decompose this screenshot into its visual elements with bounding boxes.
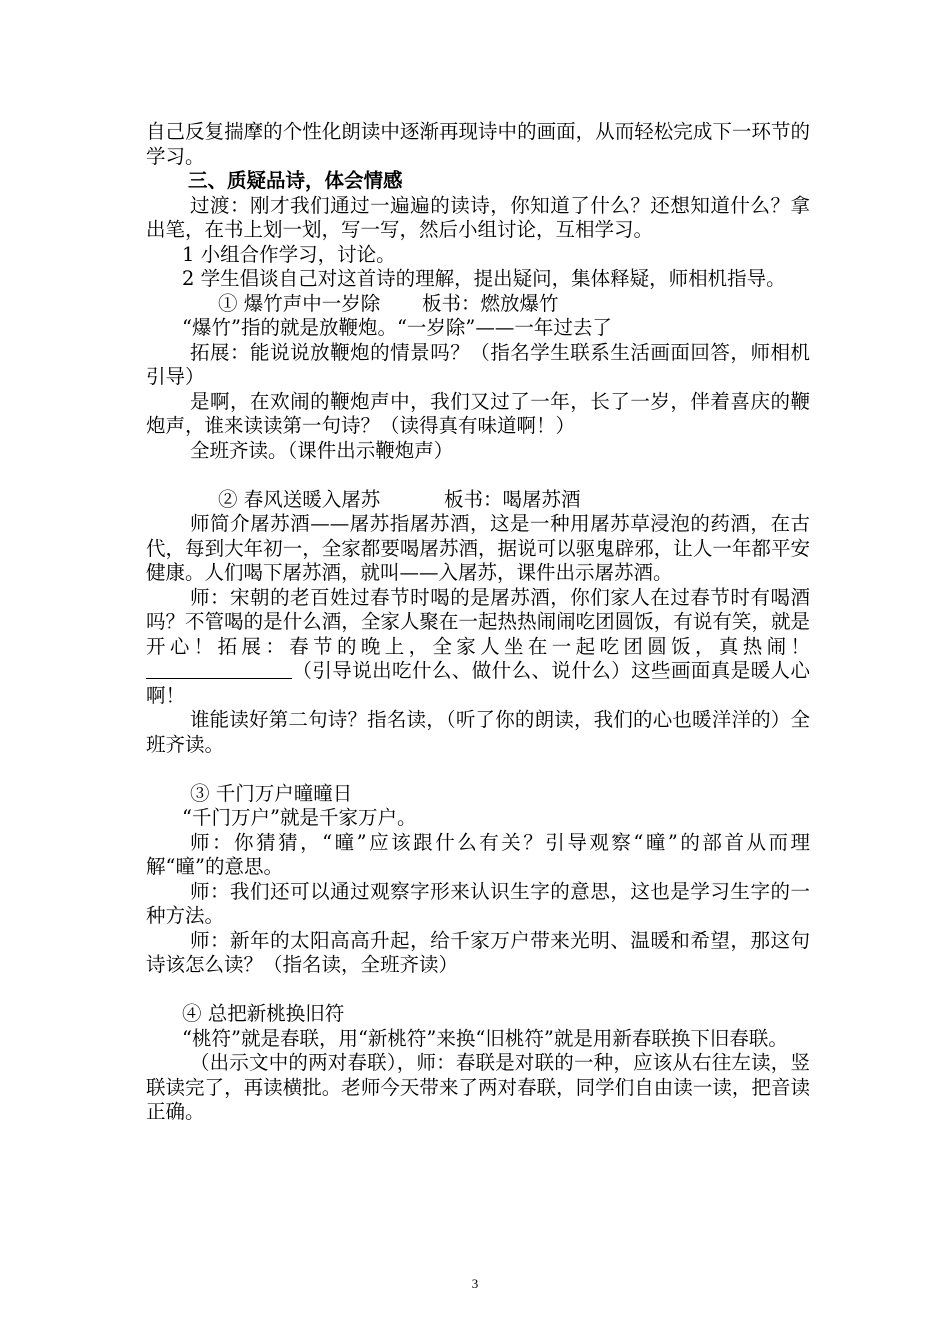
spacer xyxy=(146,463,810,488)
line4-explain: “桃符”就是春联，用“新桃符”来换“旧桃符”就是用新春联换下旧春联。 xyxy=(182,1026,788,1050)
spacer xyxy=(146,757,810,782)
step-2: 2 学生倡谈自己对这首诗的理解，提出疑问，集体释疑，师相机指导。 xyxy=(182,267,786,290)
transition-paragraph: 过渡：刚才我们通过一遍遍的读诗，你知道了什么？还想知道什么？拿出笔，在书上划一划，写一写，然后小组讨论，互相学习。 xyxy=(146,193,810,241)
poem-line-2-title: ② 春风送暖入屠苏 xyxy=(218,487,381,511)
line1-extend: 拓展：能说说放鞭炮的情景吗？（指名学生联系生活画面回答，师相机引导） xyxy=(146,340,810,388)
step-1: 1 小组合作学习，讨论。 xyxy=(182,242,396,266)
line1-explain: “爆竹”指的就是放鞭炮。“一岁除”——一年过去了 xyxy=(182,316,612,339)
line3-explain: “千门万户”就是千家万户。 xyxy=(182,806,417,829)
line1-read: 全班齐读。（课件出示鞭炮声） xyxy=(190,438,454,462)
intro-paragraph: 自己反复揣摩的个性化朗读中逐渐再现诗中的画面，从而轻松完成下一环节的学习。 xyxy=(146,120,810,168)
line3-q1: 师：你猜猜，“曈”应该跟什么有关？引导观察“曈”的部首从而理解“曈”的意思。 xyxy=(146,830,810,878)
line1-summary: 是啊，在欢闹的鞭炮声中，我们又过了一年，长了一岁，伴着喜庆的鞭炮声，谁来读读第一句诗？（读得真有味道啊！） xyxy=(146,389,810,437)
fill-blank xyxy=(146,660,292,679)
document-body xyxy=(146,120,810,1125)
poem-line-2 xyxy=(146,488,810,513)
line3-q2: 师：我们还可以通过观察字形来认识生字的意思，这也是学习生字的一种方法。 xyxy=(146,879,810,927)
board-note-2: 板书：喝屠苏酒 xyxy=(444,487,581,511)
line2-teacher: 师：宋朝的老百姓过春节时喝的是屠苏酒，你们家人在过春节时有喝酒吗？不管喝的是什么酒，全家人聚在一起热热闹闹吃团圆饭，有说有笑，就是开心！拓展：春节的晚上，全家人坐在一起吃团圆饭，真热闹！（引导说出吃什么、做什么、说什么）这些画面真是暖人心啊！ xyxy=(146,585,810,707)
section-heading: 三、质疑品诗，体会情感 xyxy=(188,169,403,192)
board-note-1: 板书：燃放爆竹 xyxy=(422,291,559,315)
line2-intro: 师简介屠苏酒——屠苏指屠苏酒，这是一种用屠苏草浸泡的药酒，在古代，每到大年初一，全家都要喝屠苏酒，据说可以驱鬼辟邪，让人一年都平安健康。人们喝下屠苏酒，就叫——入屠苏，课件出示屠苏酒。 xyxy=(146,512,810,584)
line2-read: 谁能读好第二句诗？指名读，（听了你的朗读，我们的心也暖洋洋的）全班齐读。 xyxy=(146,708,810,756)
line3-q3: 师：新年的太阳高高升起，给千家万户带来光明、温暖和希望，那这句诗该怎么读？（指名读，全班齐读） xyxy=(146,928,810,976)
page-number: 3 xyxy=(471,1276,479,1291)
poem-line-3-title: ③ 千门万户曈曈日 xyxy=(190,781,353,805)
poem-line-1-title: ① 爆竹声中一岁除 xyxy=(218,291,381,315)
spacer xyxy=(146,978,810,1003)
poem-line-1 xyxy=(146,292,810,317)
line4-couplets: （出示文中的两对春联），师：春联是对联的一种，应该从右往左读，竖联读完了，再读横批。老师今天带来了两对春联，同学们自由读一读，把音读正确。 xyxy=(146,1051,810,1123)
poem-line-4-title: ④ 总把新桃换旧符 xyxy=(182,1002,345,1025)
